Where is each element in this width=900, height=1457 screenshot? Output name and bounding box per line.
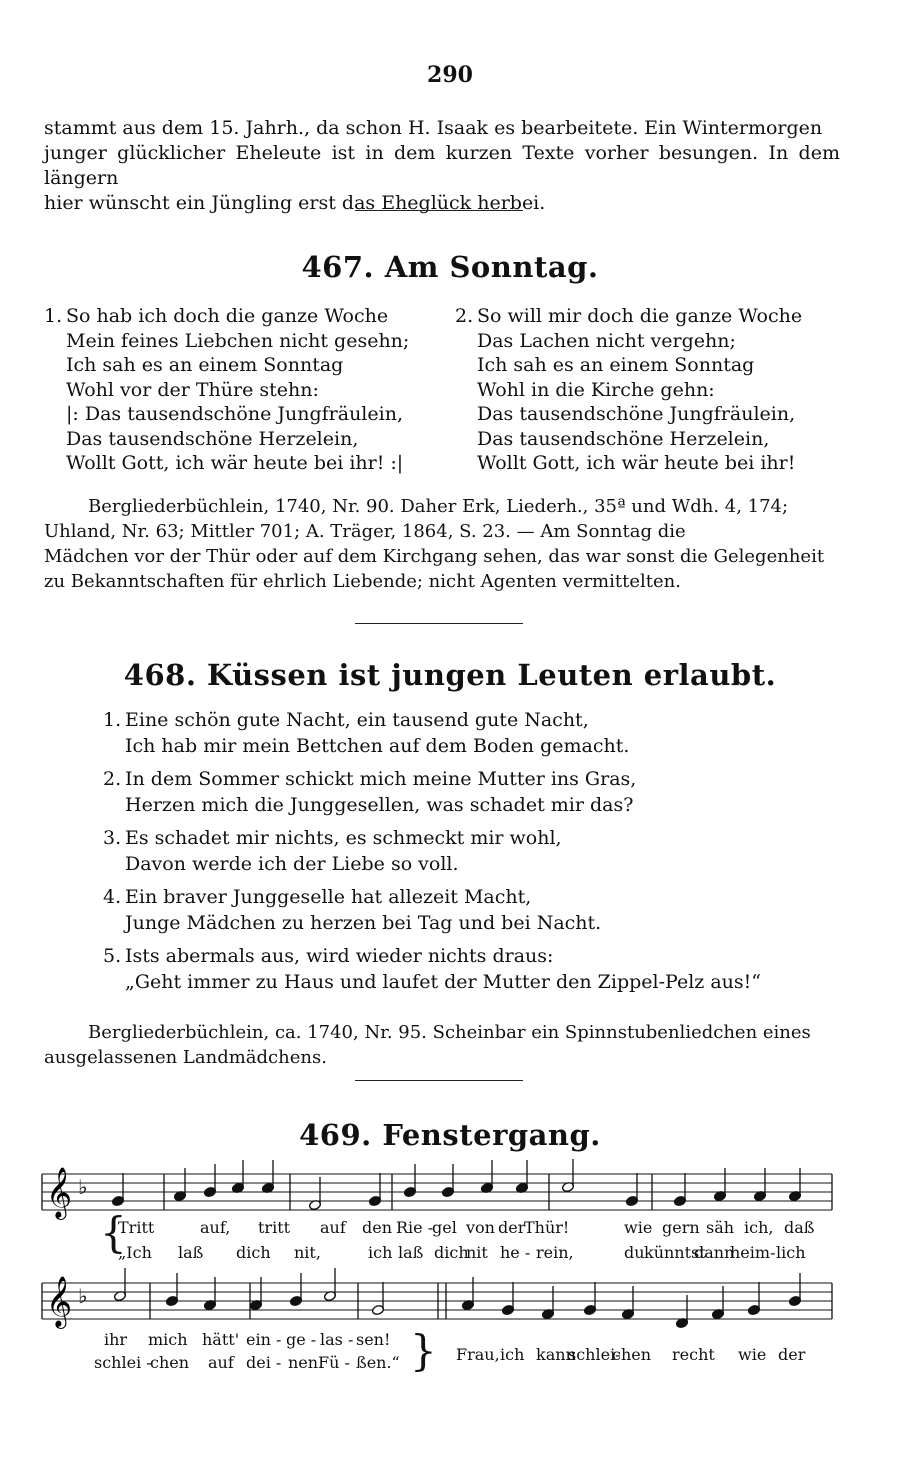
lyric-syllable: den [362,1218,393,1237]
stanza: 4. Ein braver Junggeselle hat allezeit Macht, Junge Mädchen zu herzen bei Tag und bei Nacht. [103,886,602,934]
lyric-syllable: ßen.“ [356,1353,400,1372]
lyric-syllable: ihr [104,1330,128,1349]
lyrics-brace: } [410,1326,437,1375]
lyric-syllable: heim- [730,1243,776,1262]
song-469-title: 469. Fenstergang. [299,1118,601,1152]
lyric-syllable: von [466,1218,495,1237]
lyric-syllable: dich [434,1243,469,1262]
verse-line: |: Das tausendschöne Jungfräulein, [66,403,403,425]
lyric-syllable: nit [466,1243,488,1262]
verse-line: Mein feines Liebchen nicht gesehn; [66,329,410,352]
stanza-number: 1. [103,709,122,731]
lyric-syllable: künntst [644,1243,706,1262]
flat-icon: ♭ [78,1284,88,1308]
stanza: 2. In dem Sommer schickt mich meine Mutter ins Gras, Herzen mich die Junggesellen, was schadet mir das? [103,768,637,816]
verse-line: Ich sah es an einem Sonntag [66,354,344,376]
lyric-syllable: Frau, [456,1345,500,1364]
lyric-syllable: hätt' [202,1330,240,1349]
note-line: Uhland, Nr. 63; Mittler 701; A. Träger, 1864, S. 23. — Am Sonntag die [44,521,686,542]
verse-line: Wollt Gott, ich wär heute bei ihr! :| [66,452,404,474]
lyric-syllable: ich [500,1345,525,1364]
lyric-syllable: ge - [286,1330,317,1349]
lyric-syllable: rein, [536,1243,574,1262]
verse-line: Wohl in die Kirche gehn: [477,378,715,401]
lyric-syllable: ein - [246,1330,282,1349]
lyric-syllable: auf [208,1353,234,1372]
lyric-syllable: nen [288,1353,319,1372]
stanza: 5. Ists abermals aus, wird wieder nichts draus: „Geht immer zu Haus und laufet der Mutter den Zippel-Pelz aus!“ [103,945,761,993]
lyric-syllable: Thür! [524,1218,570,1237]
lyric-syllable: chen [612,1345,652,1364]
lyric-syllable: schlei - [94,1353,152,1372]
lyric-syllable: säh [706,1218,735,1237]
stanza: 3. Es schadet mir nichts, es schmeckt mir wohl, Davon werde ich der Liebe so voll. [103,827,562,875]
lyric-syllable: mich [148,1330,188,1349]
lyric-syllable: du [624,1243,645,1262]
note-line: Mädchen vor der Thür oder auf dem Kirchgang sehen, das war sonst die Gelegenheit [44,546,825,567]
lyric-syllable: chen [150,1353,190,1372]
lyric-syllable: „Ich [118,1243,152,1262]
lyric-syllable: kann [536,1345,576,1364]
lyric-syllable: Rie - [396,1218,434,1237]
treble-clef-icon: 𝄞 [46,1276,73,1327]
verse-line: Das tausendschöne Herzelein, [477,427,770,450]
lyric-syllable: wie [624,1218,653,1237]
stanza-number: 2. [103,768,122,790]
stanza: 1. Eine schön gute Nacht, ein tausend gute Nacht, Ich hab mir mein Bettchen auf dem Boden gemacht. [103,709,630,757]
note-line: zu Bekanntschaften für ehrlich Liebende; nicht Agenten vermittelten. [44,571,681,592]
page-number: 290 [427,62,473,88]
lyric-syllable: auf [320,1218,346,1237]
lyric-syllable: gel [432,1218,457,1237]
lyric-syllable: wie [738,1345,767,1364]
lyric-syllable: der [498,1218,526,1237]
lyric-syllable: der [778,1345,806,1364]
lyric-syllable: sen! [356,1330,391,1349]
lyric-syllable: ich, [744,1218,774,1237]
lyric-syllable: laß [398,1243,424,1262]
lyric-syllable: las - [320,1330,354,1349]
lyric-syllable: nit, [294,1243,321,1262]
lyric-syllable: lich [776,1243,806,1262]
lyric-syllable: Tritt [118,1218,155,1237]
lyric-syllable: Fü - [318,1353,350,1372]
lyric-syllable: recht [672,1345,715,1364]
verse-line: Ich sah es an einem Sonntag [477,354,755,376]
lyric-syllable: ich [368,1243,393,1262]
song-468-title: 468. Küssen ist jungen Leuten erlaubt. [123,658,777,692]
verse-line: Das tausendschöne Jungfräulein, [477,403,796,425]
lyric-syllable: laß [178,1243,204,1262]
verse-line: Das Lachen nicht vergehn; [477,329,736,352]
lyric-syllable: dann [694,1243,735,1262]
verse-line: 2. So will mir doch die ganze Woche [455,305,803,327]
lyric-syllable: daß [784,1218,815,1237]
note-line: ausgelassenen Landmädchens. [44,1047,327,1068]
treble-clef-icon: 𝄞 [46,1167,73,1218]
lyric-syllable: tritt [258,1218,291,1237]
lyric-syllable: schlei- [568,1345,621,1364]
song-467-title: 467. Am Sonntag. [301,250,599,284]
intro-line: stammt aus dem 15. Jahrh., da schon H. Isaak es bearbeitete. Ein Wintermorgen [44,117,823,139]
lyric-syllable: auf, [200,1218,231,1237]
flat-icon: ♭ [78,1175,88,1199]
stanza-number: 4. [103,886,122,908]
lyric-syllable: dei - [246,1353,282,1372]
lyrics-brace: { [100,1208,127,1257]
note-line: Bergliederbüchlein, 1740, Nr. 90. Daher Erk, Liederh., 35ª und Wdh. 4, 174; [88,496,789,517]
verse-line: Das tausendschöne Herzelein, [66,427,359,450]
lyric-syllable: he - [500,1243,531,1262]
intro-line: junger glücklicher Eheleute ist in dem kurzen Texte vorher besungen. In dem längern [44,142,840,189]
note-line: Bergliederbüchlein, ca. 1740, Nr. 95. Scheinbar ein Spinnstubenliedchen eines [88,1022,811,1043]
lyric-syllable: dich [236,1243,271,1262]
verse-number: 1. [44,305,63,327]
verse-line: Wollt Gott, ich wär heute bei ihr! [477,452,796,474]
verse-line: Wohl vor der Thüre stehn: [66,378,319,401]
verse-line: 1. So hab ich doch die ganze Woche [44,305,389,327]
verse-number: 2. [455,305,474,327]
stanza-number: 3. [103,827,122,849]
intro-line: hier wünscht ein Jüngling erst das Eheglück herbei. [44,192,546,214]
stanza-number: 5. [103,945,122,967]
lyric-syllable: gern [662,1218,700,1237]
